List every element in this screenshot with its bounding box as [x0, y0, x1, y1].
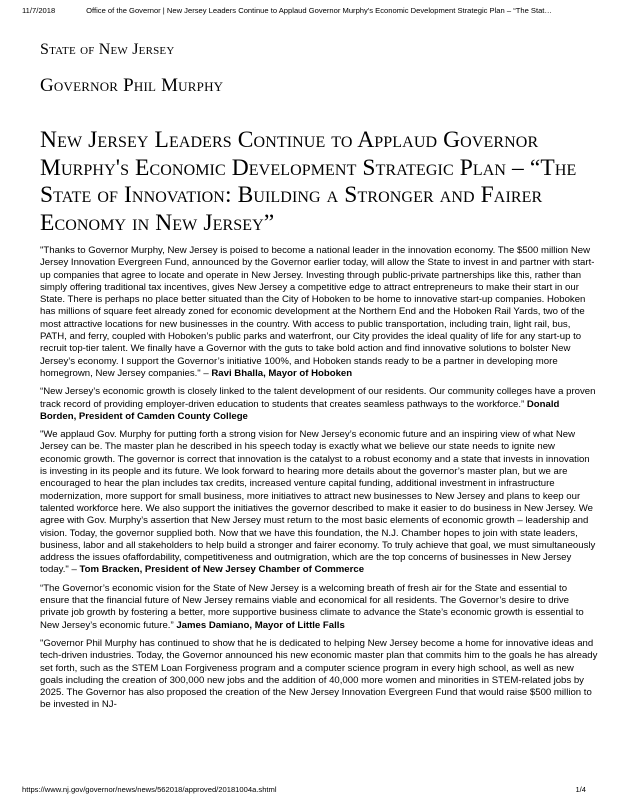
quote-attribution: Donald Borden, President of Camden County College — [40, 398, 560, 422]
page-number: 1/4 — [575, 785, 586, 794]
page-title: New Jersey Leaders Continue to Applaud Governor Murphy's Economic Development Strategic Plan – “The State of Innovation: Building a Stronger and Fairer Economy in New Jersey” — [40, 127, 577, 236]
print-date: 11/7/2018 — [22, 6, 56, 15]
quote-text: "We applaud Gov. Murphy for putting forth a strong vision for New Jersey’s economic future and an inspiring view of what New Jersey can be. The master plan he described in his speech today is exactly what we believe our state needs to ignite new economic growth. The governor is correct that innovation is the catalyst to a robust economy and a state that invests in innovation is investing in its people and its future. We look forward to hearing more details about the governor’s master plan, but we are encouraged to hear the plan includes tax credits, increased venture capital funding, additional investment in infrastructure modernization, more support for small business, more initiatives to attract new businesses to New Jersey and plans to keep our talented workforce here. We also support the initiatives the governor described to make it easier to do business in New Jersey. We agree with Gov. Murphy’s assertion that New Jersey must return to the most basic elements of economic growth – leadership and vision. Today, the governor supplied both. Now that we have this foundation, the N.J. Chamber hopes to join with state leaders, business, labor and all stakeholders to help build a stronger and fairer economy. To truly achieve that goal, we must simultaneously address the issues ofaffordability, competitiveness and outmigration, which are the top concerns of businesses in New Jersey today." – — [40, 429, 596, 576]
article-body — [40, 245, 598, 718]
quote-paragraph — [40, 638, 598, 712]
print-page-title: Office of the Governor | New Jersey Leaders Continue to Applaud Governor Murphy's Economic Development Strategic Plan – “The Stat… — [86, 6, 553, 15]
state-name[interactable]: State of New Jersey — [40, 41, 175, 58]
quote-text: “The Governor’s economic vision for the State of New Jersey is a welcoming breath of fresh air for the State and essential to ensure that the financial future of New Jersey remains viable and economical for all residents. The Governor’s desire to drive private job growth by fostering a better, more supportive business climate to advance the State’s economic growth is essential to New Jersey’s economic future.” — [40, 582, 584, 631]
quote-paragraph — [40, 245, 598, 380]
quote-attribution: Tom Bracken, President of New Jersey Chamber of Commerce — [79, 564, 365, 576]
quote-text: “New Jersey’s economic growth is closely linked to the talent development of our residents. Our community colleges have a proven track record of providing employer-driven education to students that creates seamless pathways to the workforce.” — [40, 386, 596, 410]
quote-attribution: Ravi Bhalla, Mayor of Hoboken — [211, 367, 353, 379]
print-footer — [22, 785, 608, 794]
quote-attribution: James Damiano, Mayor of Little Falls — [176, 619, 345, 631]
quote-paragraph — [40, 583, 598, 632]
quote-paragraph — [40, 386, 598, 423]
page-url[interactable]: https://www.nj.gov/governor/news/news/562018/approved/20181004a.shtml — [22, 785, 277, 794]
quote-paragraph — [40, 429, 598, 577]
quote-text: "Thanks to Governor Murphy, New Jersey is poised to become a national leader in the innovation economy. The $500 million New Jersey Innovation Evergreen Fund, announced by the Governor earlier today, will allow the State to invest in and partner with start-up companies that agree to locate and operate in New Jersey. Investing through public-private partnerships like this, rather than simply offering traditional tax incentives, gives New Jersey a competitive edge to attract entrepreneurs to make their start in our State. There is perhaps no place better situated than the City of Hoboken to be home to innovative start-up companies. Hoboken has millions of square feet already zoned for economic development at the Northern End and the Hoboken Rail Yards, two of the most attractive locations for new businesses in the country. With access to public transportation, including train, light rail, bus, PATH, and ferry, coupled with Hoboken’s public parks and waterfront, our City provides the ideal quality of life for any start-up to recruit top-tier talent. We finally have a Governor with the guts to take bold action and find innovative solutions to bolster New Jersey’s economy. I support the Governor’s initiative 100%, and Hoboken stands ready to be a partner in developing more homegrown, New Jersey companies." – — [40, 245, 595, 379]
quote-text: "Governor Phil Murphy has continued to show that he is dedicated to helping New Jersey become a home for innovative ideas and tech-driven industries. Today, the Governor announced his new economic master plan that commits him to the goals he has already set forth, such as the STEM Loan Forgiveness program and a computer science program in every high school, as well as new goals including the creation of 300,000 new jobs and the addition of 40,000 more women and minorities in STEM-related jobs by 2025. The Governor has also proposed the creation of the New Jersey Innovation Evergreen Fund that would raise $500 million to be invested in NJ- — [40, 637, 598, 711]
governor-name[interactable]: Governor Phil Murphy — [40, 75, 224, 96]
print-header — [22, 6, 608, 15]
